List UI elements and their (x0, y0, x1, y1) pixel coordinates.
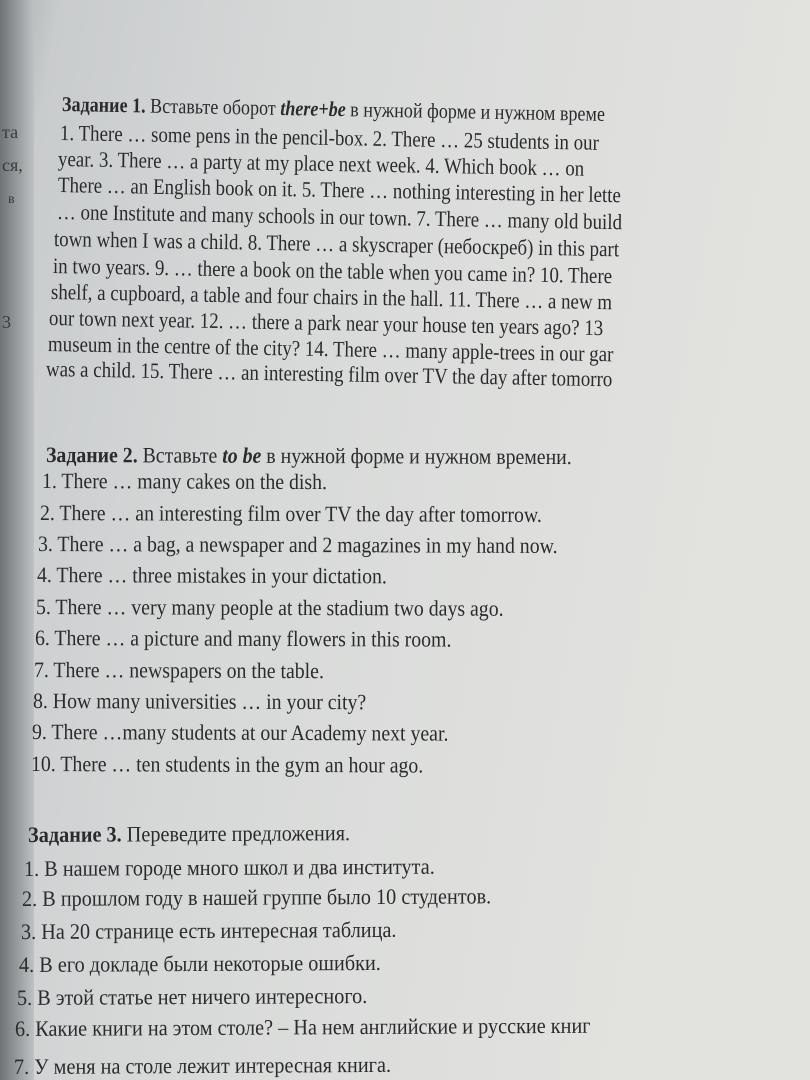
task-2-item: 1. There … many cakes on the dish. (41, 468, 328, 495)
task-3-item: 3. На 20 странице есть интересная таблица. (20, 916, 397, 944)
task-1-line: 1. There … some pens in the pencil-box. 2. There … 25 students in our (59, 120, 600, 155)
task-1-line: museum in the centre of the city? 14. There … many apple-trees in our gar (47, 331, 614, 367)
task-1-line: There … an English book on it. 5. There … nothing interesting in her lette (57, 172, 622, 208)
task-2-item: 7. There … newspapers on the table. (33, 657, 324, 684)
task-3-item: 7. У меня на столе лежит интересная книга. (13, 1051, 392, 1079)
task-3-heading (28, 820, 350, 848)
task-2-item: 4. There … three mistakes in your dictation. (36, 562, 387, 589)
task-1-line: in two years. 9. … there a book on the table when you came in? 10. There (52, 253, 613, 289)
task-1-line: year. 3. There … a party at my place next week. 4. Which book … on (57, 146, 585, 181)
task-3-item: 6. Какие книги на этом столе? – На нем английские и русские книг (14, 1012, 591, 1041)
task-2-item: 8. How many universities … in your city? (32, 688, 367, 715)
task-2-item: 10. There … ten students in the gym an hour ago. (30, 751, 424, 778)
task-1-line: was a child. 15. There … an interesting film over TV the day after tomorro (45, 356, 613, 392)
heading-text: Переведите предложения. (121, 820, 351, 847)
task-1-line: our town next year. 12. … there a park near your house ten years ago? 13 (48, 305, 604, 341)
heading-text: в нужной форме и нужном времени. (261, 442, 572, 470)
task-3-item: 4. В его докладе были некоторые ошибки. (18, 949, 381, 977)
task-2-item: 6. There … a picture and many flowers in this room. (34, 625, 452, 652)
task-1-line: … one Institute and many schools in our town. 7. There … many old build (56, 199, 623, 235)
margin-fragment: ся, (2, 155, 23, 175)
margin-fragment: 3 (2, 312, 11, 332)
task-2-item: 2. There … an interesting film over TV the day after tomorrow. (39, 500, 542, 527)
heading-text: Вставьте (137, 442, 223, 468)
task-1-line: shelf, a cupboard, a table and four chairs in the hall. 11. There … a new m (50, 279, 613, 315)
task-2-item: 3. There … a bag, a newspaper and 2 magazines in my hand now. (37, 531, 558, 559)
task-3-item: 2. В прошлом году в нашей группе было 10 студентов. (21, 883, 492, 911)
margin-fragment: та (2, 122, 19, 142)
heading-emphasis: there+be (280, 95, 346, 122)
task-3-item: 5. В этой статье нет ничего интересного. (16, 983, 368, 1010)
heading-emphasis: to be (222, 442, 262, 468)
task-label: Задание 2. (45, 442, 138, 468)
task-label: Задание 1. (61, 92, 146, 118)
task-2-item: 9. There …many students at our Academy next year. (31, 719, 449, 746)
heading-text: Вставьте оборот (145, 93, 281, 120)
margin-fragment: в (8, 192, 15, 207)
task-1-line: town when I was a child. 8. There … a skyscraper (небоскреб) in this part (53, 226, 620, 262)
task-label: Задание 3. (27, 821, 122, 847)
task-2-heading (46, 442, 572, 470)
task-2-item: 5. There … very many people at the stadium two days ago. (35, 594, 504, 621)
task-3-item: 1. В нашем городе много школ и два института. (23, 853, 435, 881)
heading-text: в нужной форме и нужном време (345, 97, 606, 126)
